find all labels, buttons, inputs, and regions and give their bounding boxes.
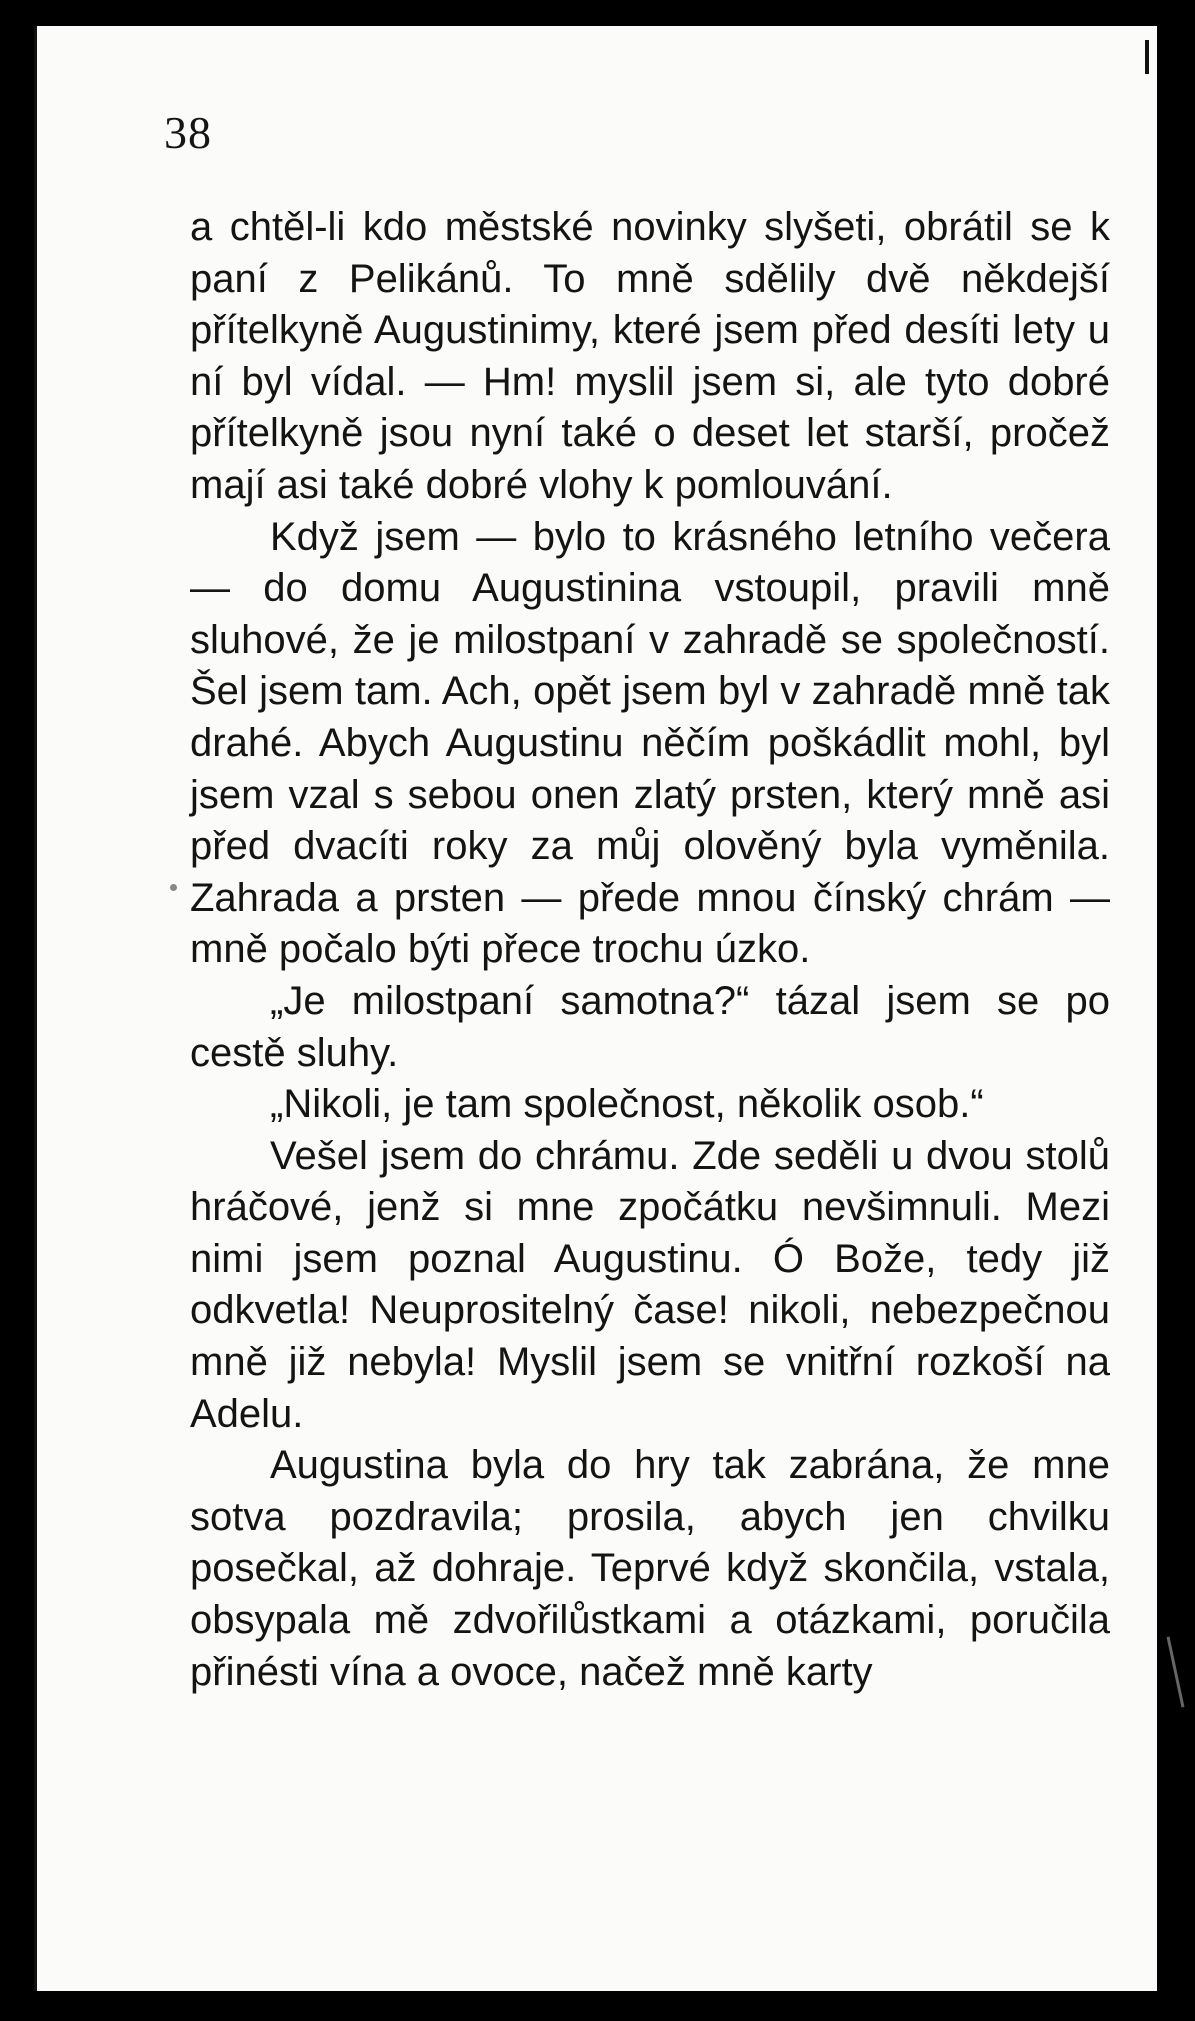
page-edge-mark	[1145, 40, 1149, 74]
paragraph: „Je milostpaní samotna?“ tázal jsem se po cestě sluhy.	[190, 978, 1110, 1075]
paragraph: Augustina byla do hry tak zabrána, že mne sotva pozdravila; prosila, abych jen chvilku posečkal, až dohraje. Teprvé když skončila, vstala, obsypala mě zdvořilůstkami a otázkami, poručila přinésti vína a ovoce, načež mně karty	[190, 1443, 1110, 1694]
paragraph: Když jsem — bylo to krásného letního večera — do domu Augustinina vstoupil, pravili mně sluhové, že je milostpaní v zahradě se společností. Šel jsem tam. Ach, opět jsem byl v zahradě mně tak drahé. Abych Augustinu něčím poškádlit mohl, byl jsem vzal s sebou onen zlatý prsten, který mně asi před dvacíti roky za můj olověný byla vyměnila. Zahrada a prsten — přede mnou čínský chrám — mně počalo býti přece trochu úzko.	[190, 514, 1110, 972]
scan-edge-stroke	[1167, 1636, 1185, 1707]
paragraph: Vešel jsem do chrámu. Zde seděli u dvou stolů hráčové, jenž si mne zpočátku nevšimnuli. Mezi nimi jsem poznal Augustinu. Ó Bože, tedy již odkvetla! Neuprositelný čase! nikoli, nebezpečnou mně již nebyla! Myslil jsem se vnitřní rozkoší na Adelu.	[190, 1133, 1110, 1436]
paragraph: „Nikoli, je tam společnost, několik osob.“	[270, 1082, 984, 1127]
paragraph: a chtěl-li kdo městské novinky slyšeti, obrátil se k paní z Pelikánů. To mně sdělily dvě někdejší přítelkyně Augustinimy, které jsem před desíti lety u ní byl vídal. — Hm! myslil jsem si, ale tyto dobré přítelkyně jsou nyní také o deset let starší, pročež mají asi také dobré vlohy k pomlouvání.	[190, 205, 1110, 507]
scan-speck	[170, 884, 177, 891]
page-number: 38	[164, 107, 212, 158]
body-text	[190, 202, 1110, 1698]
